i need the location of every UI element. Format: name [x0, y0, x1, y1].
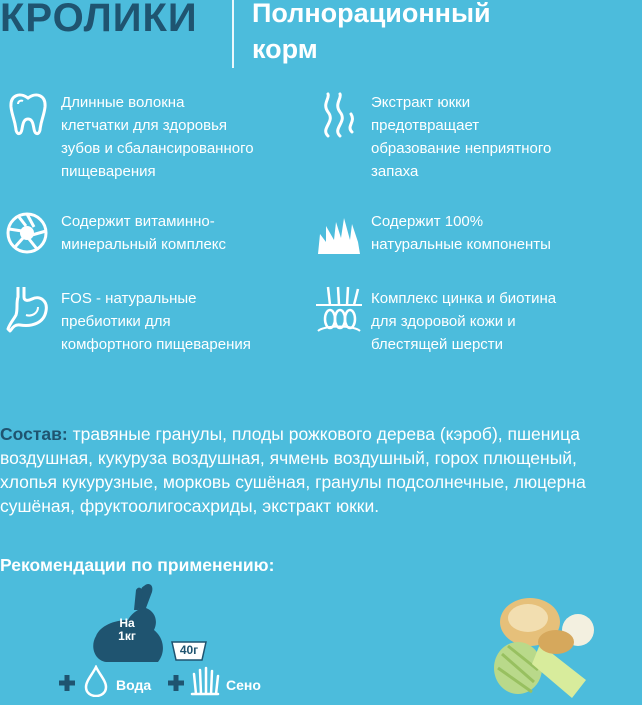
feature-line: клетчатки для здоровья — [61, 117, 228, 134]
feature-text-natural — [371, 210, 621, 256]
recommendations-title: Рекомендации по применению: — [0, 555, 275, 575]
composition-line: воздушная, кукуруза воздушная, ячмень воздушный, горох плющеный, — [0, 448, 577, 468]
grass-icon — [316, 214, 360, 258]
rabbit-text: На — [119, 616, 135, 630]
feature-text-fiber — [61, 91, 311, 183]
steam-icon — [316, 92, 360, 136]
composition-line: хлопья кукурузные, морковь сушёная, гранулы подсолнечные, люцерна — [0, 472, 586, 492]
composition-line: сушёная, фруктоолигосахриды, экстракт юкки. — [0, 496, 380, 516]
feature-line: минеральный комплекс — [61, 236, 227, 253]
feature-line: Длинные волокна — [61, 94, 185, 111]
plus-icon — [57, 673, 77, 693]
rabbit-text: 1кг — [118, 629, 136, 643]
feature-line: зубов и сбалансированного — [61, 140, 254, 157]
feature-line: запаха — [371, 163, 419, 180]
feature-line: для здоровой кожи и — [371, 313, 516, 330]
feature-line: пребиотики для — [61, 313, 171, 330]
feature-line: образование неприятного — [371, 140, 552, 157]
shutter-icon — [5, 211, 49, 255]
feature-line: Содержит витаминно- — [61, 213, 215, 230]
hay-label: Сено — [226, 677, 261, 693]
feature-line: блестящей шерсти — [371, 336, 504, 353]
feature-line: натуральные компоненты — [371, 236, 551, 253]
food-product-image — [488, 584, 600, 700]
feature-text-zinc — [371, 287, 621, 356]
feature-text-yucca — [371, 91, 621, 183]
composition-block — [0, 422, 642, 518]
hair-follicle-icon — [314, 285, 358, 329]
subtitle-line-1: Полнорационный — [252, 0, 491, 28]
header-divider — [232, 0, 234, 68]
feature-line: FOS - натуральные — [61, 290, 197, 307]
plus-icon — [166, 673, 186, 693]
subtitle-line-2: корм — [252, 34, 318, 64]
feature-line: комфортного пищеварения — [61, 336, 251, 353]
hay-icon — [190, 666, 220, 696]
feature-text-fos — [61, 287, 311, 356]
water-drop-icon — [84, 665, 108, 697]
water-label: Вода — [116, 677, 152, 693]
feature-line: Содержит 100% — [371, 213, 484, 230]
feature-text-vitamins — [61, 210, 311, 256]
feature-line: Комплекс цинка и биотина — [371, 290, 557, 307]
composition-line: травяные гранулы, плоды рожкового дерева (кэроб), пшеница — [67, 424, 580, 444]
feature-line: предотвращает — [371, 117, 480, 134]
page-title: КРОЛИКИ — [0, 0, 198, 40]
feature-line: Экстракт юкки — [371, 94, 471, 111]
feature-line: пищеварения — [61, 163, 156, 180]
composition-label: Состав: — [0, 424, 68, 444]
stomach-icon — [6, 285, 50, 329]
tooth-icon — [6, 92, 50, 136]
rabbit-weight-label — [112, 617, 142, 643]
bowl-label: 40г — [179, 643, 199, 657]
